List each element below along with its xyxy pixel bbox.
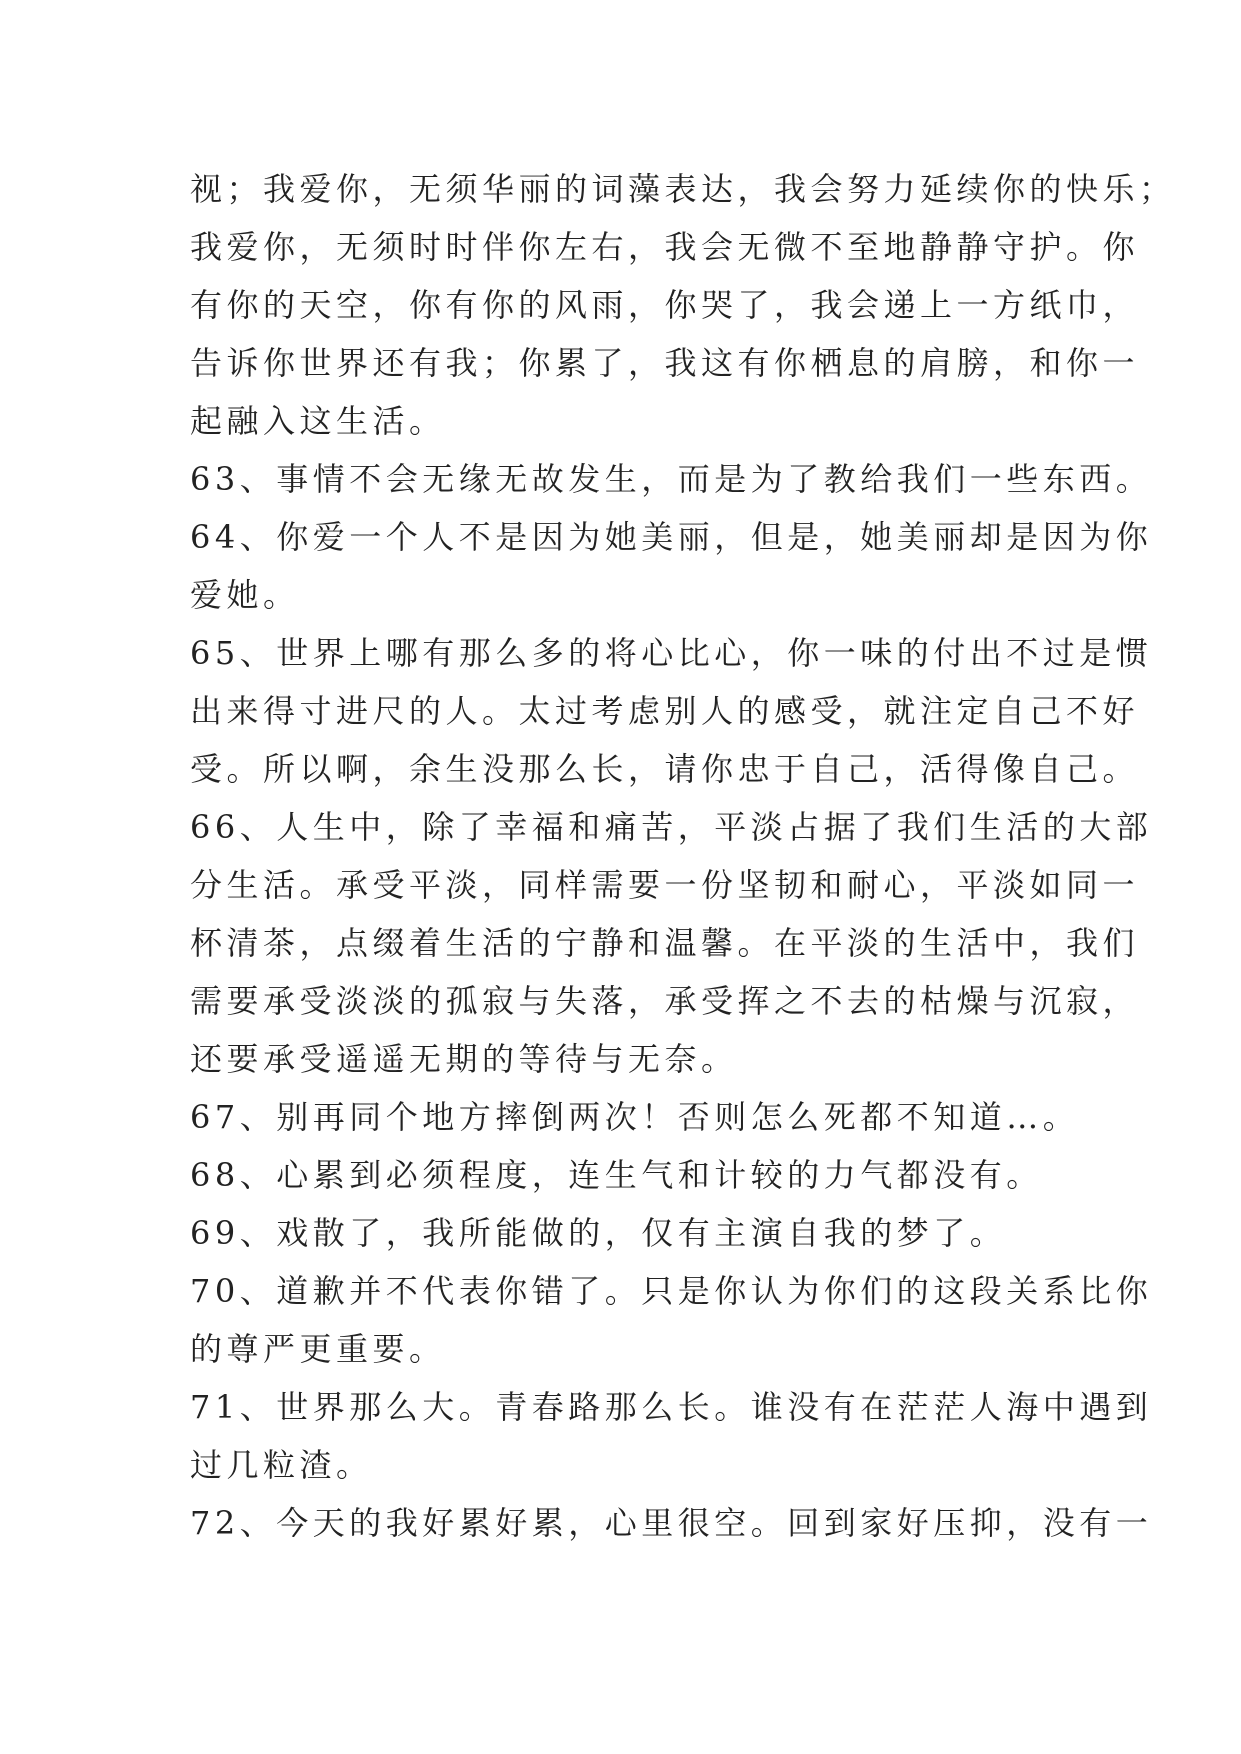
text-line: 我爱你，无须时时伴你左右，我会无微不至地静静守护。你 [190, 228, 1140, 266]
text-line: 71、世界那么大。青春路那么长。谁没有在茫茫人海中遇到 [190, 1388, 1153, 1426]
text-line: 告诉你世界还有我；你累了，我这有你栖息的肩膀，和你一 [190, 344, 1140, 382]
text-line: 分生活。承受平淡，同样需要一份坚韧和耐心，平淡如同一 [190, 866, 1140, 904]
document-body [190, 160, 1176, 1552]
text-line: 63、事情不会无缘无故发生，而是为了教给我们一些东西。 [190, 460, 1153, 498]
text-line: 视；我爱你，无须华丽的词藻表达，我会努力延续你的快乐； [190, 170, 1176, 208]
text-line: 的尊严更重要。 [190, 1330, 446, 1368]
text-line: 68、心累到必须程度，连生气和计较的力气都没有。 [190, 1156, 1043, 1194]
text-line: 还要承受遥遥无期的等待与无奈。 [190, 1040, 738, 1078]
text-line: 爱她。 [190, 576, 300, 614]
text-line: 过几粒渣。 [190, 1446, 373, 1484]
text-line: 起融入这生活。 [190, 402, 446, 440]
text-line: 70、道歉并不代表你错了。只是你认为你们的这段关系比你 [190, 1272, 1153, 1310]
text-line: 69、戏散了，我所能做的，仅有主演自我的梦了。 [190, 1214, 1007, 1252]
text-line: 需要承受淡淡的孤寂与失落，承受挥之不去的枯燥与沉寂， [190, 982, 1140, 1020]
text-line: 杯清茶，点缀着生活的宁静和温馨。在平淡的生活中，我们 [190, 924, 1140, 962]
text-line: 72、今天的我好累好累，心里很空。回到家好压抑，没有一 [190, 1504, 1153, 1542]
text-line: 67、别再同个地方摔倒两次！否则怎么死都不知道…。 [190, 1098, 1080, 1136]
text-line: 64、你爱一个人不是因为她美丽，但是，她美丽却是因为你 [190, 518, 1153, 556]
text-line: 有你的天空，你有你的风雨，你哭了，我会递上一方纸巾， [190, 286, 1140, 324]
text-line: 66、人生中，除了幸福和痛苦，平淡占据了我们生活的大部 [190, 808, 1153, 846]
text-line: 受。所以啊，余生没那么长，请你忠于自己，活得像自己。 [190, 750, 1140, 788]
text-line: 出来得寸进尺的人。太过考虑别人的感受，就注定自己不好 [190, 692, 1140, 730]
text-line: 65、世界上哪有那么多的将心比心，你一味的付出不过是惯 [190, 634, 1153, 672]
